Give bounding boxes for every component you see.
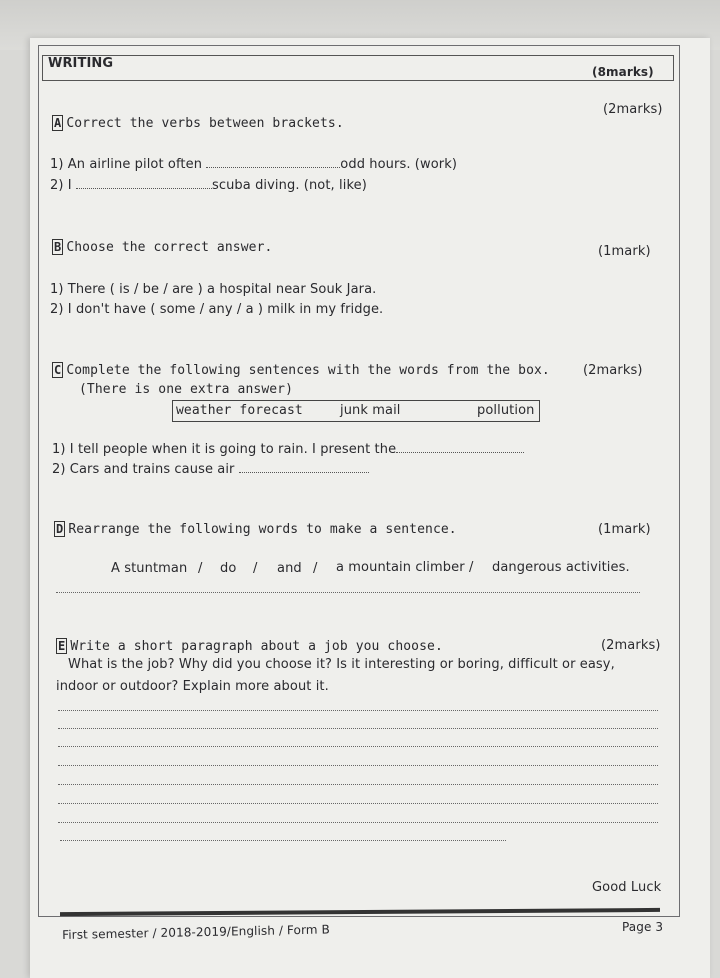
writing-line[interactable] — [58, 710, 658, 711]
section-c-marks: (2marks) — [583, 363, 643, 378]
scrambled-word: dangerous activities. — [492, 560, 630, 575]
section-c-letter: C — [54, 363, 62, 377]
good-luck: Good Luck — [592, 880, 662, 895]
section-d-text: Rearrange the following words to make a sentence. — [68, 522, 457, 537]
writing-line[interactable] — [58, 803, 658, 804]
section-b-marks: (1mark) — [598, 244, 651, 259]
section-a-instruction — [52, 115, 344, 131]
answer-blank[interactable] — [239, 472, 369, 473]
scrambled-word: and — [277, 561, 302, 576]
writing-line[interactable] — [58, 822, 658, 823]
box-word-1: weather forecast — [176, 403, 303, 418]
box-word-2: junk mail — [340, 403, 401, 418]
section-d-marks: (1mark) — [598, 522, 651, 537]
section-d-instruction — [54, 521, 457, 537]
header-bar — [42, 55, 674, 81]
section-c-instruction — [52, 362, 550, 378]
item-suffix: scuba diving. (not, like) — [211, 178, 367, 193]
section-a-text: Correct the verbs between brackets. — [66, 116, 344, 131]
section-e-instruction — [56, 638, 443, 654]
section-e-prompt-2: indoor or outdoor? Explain more about it. — [56, 679, 329, 694]
section-e-text: Write a short paragraph about a job you choose. — [70, 639, 443, 654]
item-prefix: 1) An airline pilot often — [50, 157, 203, 172]
answer-blank[interactable] — [206, 167, 340, 168]
word-separator: / — [313, 561, 318, 576]
section-e-prompt-1: What is the job? Why did you choose it? Is it interesting or boring, difficult or easy, — [68, 657, 615, 672]
word-separator: / — [469, 560, 474, 575]
total-marks: (8marks) — [592, 65, 654, 79]
section-e-marks: (2marks) — [601, 638, 661, 653]
item-text: 1) I tell people when it is going to rain. I present the — [52, 442, 397, 457]
section-title: WRITING — [48, 56, 114, 71]
page-border — [38, 45, 680, 917]
section-b-text: Choose the correct answer. — [66, 240, 273, 255]
writing-line[interactable] — [58, 728, 658, 729]
section-a-marks: (2marks) — [603, 102, 663, 117]
answer-blank[interactable] — [396, 452, 524, 453]
answer-blank[interactable] — [76, 188, 212, 189]
page-number: Page 3 — [622, 920, 664, 934]
section-b-instruction — [52, 239, 272, 255]
section-c-text: Complete the following sentences with the words from the box. — [66, 363, 550, 378]
course-info: First semester / 2018-2019/English / Form B — [62, 922, 330, 942]
section-c-item-1 — [52, 442, 524, 457]
scrambled-word: A stuntman — [111, 561, 188, 576]
word-separator: / — [253, 561, 258, 576]
section-b-item-1: 1) There ( is / be / are ) a hospital near Souk Jara. — [50, 282, 377, 297]
section-c-item-2 — [52, 462, 369, 477]
item-text: 2) Cars and trains cause air — [52, 462, 235, 477]
writing-line[interactable] — [58, 746, 658, 747]
box-word-3: pollution — [477, 403, 535, 418]
item-suffix: odd hours. (work) — [340, 157, 458, 172]
section-a-letter: A — [54, 116, 62, 130]
section-a-item-1 — [50, 157, 457, 172]
writing-line[interactable] — [58, 765, 658, 766]
section-b-letter: B — [54, 240, 62, 254]
item-prefix: 2) I — [50, 178, 72, 193]
section-b-item-2: 2) I don't have ( some / any / a ) milk in my fridge. — [50, 302, 384, 317]
section-d-letter: D — [56, 522, 64, 536]
word-separator: / — [198, 561, 203, 576]
section-a-item-2 — [50, 178, 367, 193]
scrambled-word: a mountain climber — [336, 560, 465, 575]
writing-line[interactable] — [58, 784, 658, 785]
section-c-note: (There is one extra answer) — [79, 382, 294, 397]
writing-line[interactable] — [60, 840, 506, 841]
scrambled-word: do — [220, 561, 237, 576]
section-e-letter: E — [58, 639, 66, 653]
answer-line[interactable] — [56, 592, 640, 593]
